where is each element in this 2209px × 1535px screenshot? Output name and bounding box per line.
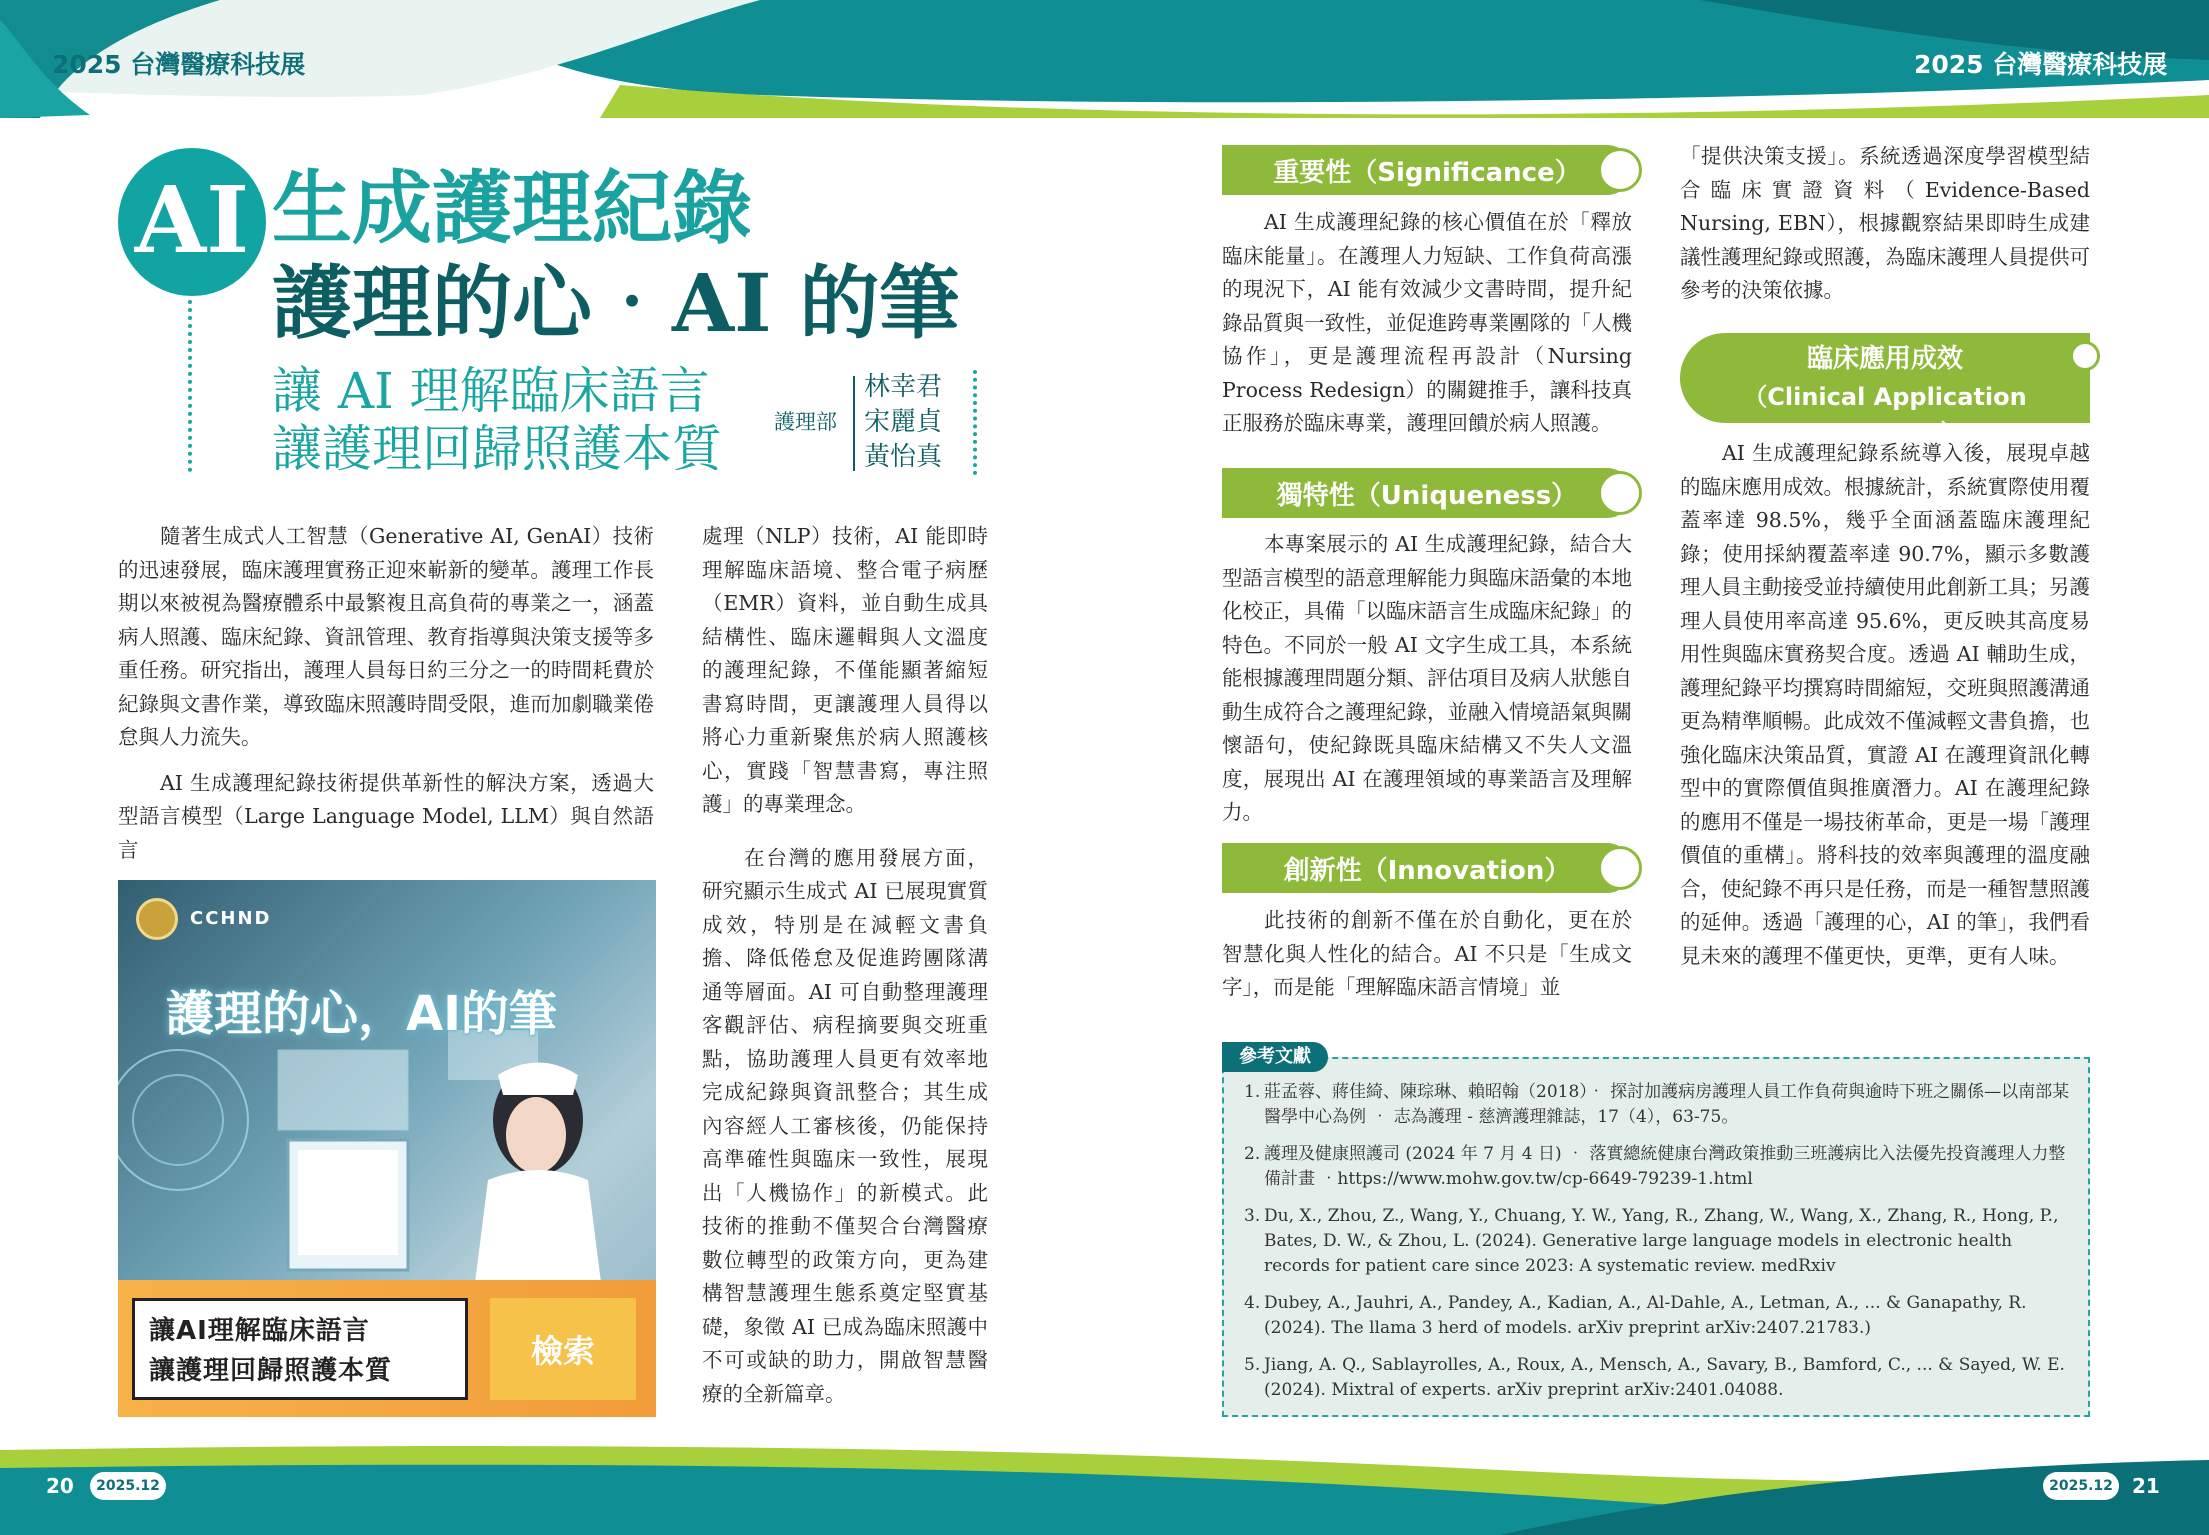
photo-caption-box: [132, 1298, 468, 1400]
left-column-1: [118, 520, 654, 867]
uniqueness-text: [1222, 528, 1632, 830]
references-list: [1244, 1080, 2070, 1415]
reference-text: Jiang, A. Q., Sablayrolles, A., Roux, A., Mensch, A., Savary, B., Bamford, C., ... & Sayed, W. E. (2024). Mixtral of experts. arXiv preprint arXiv:2401.04088.: [1264, 1355, 2065, 1400]
reference-item: [1244, 1204, 2070, 1279]
reference-number: 4.: [1244, 1293, 1261, 1313]
section-heading-innovation: [1222, 843, 1632, 893]
reference-number: 5.: [1244, 1355, 1261, 1375]
reference-number: 3.: [1244, 1206, 1261, 1226]
reference-item: [1244, 1080, 2070, 1130]
reference-text: Dubey, A., Jauhri, A., Pandey, A., Kadian, A., Al-Dahle, A., Letman, A., ... & Ganapathy, R. (2024). The llama 3 herd of models. arXiv preprint arXiv:2407.21783.): [1264, 1293, 2027, 1338]
title-line1: 生成護理紀錄: [272, 161, 752, 255]
photo-caption-line2: 讓護理回歸照護本質: [149, 1356, 393, 1386]
photo-caption-line1: 讓AI理解臨床語言: [149, 1316, 370, 1346]
heading-text: 創新性（Innovation）: [1283, 855, 1571, 886]
header-right-label: 2025 台灣醫療科技展: [1914, 50, 2168, 79]
reference-item: [1244, 1142, 2070, 1192]
clinical-outcomes-text: [1680, 437, 2090, 973]
reference-text: Du, X., Zhou, Z., Wang, Y., Chuang, Y. W., Yang, R., Zhang, W., Wang, X., Zhang, R., Hong, P., Bates, D. W., & Zhou, L. (2024). Generative large language models in electronic health records for patient care since 2023: A systematic review. medRxiv: [1264, 1206, 2059, 1276]
search-button[interactable]: 檢索: [490, 1298, 636, 1400]
section-heading-significance: [1222, 145, 1632, 195]
reference-item: [1244, 1291, 2070, 1341]
author-name: 黃怡真: [864, 442, 943, 472]
reference-number: 2.: [1244, 1144, 1261, 1164]
footer-band: [0, 1440, 2209, 1535]
references-top-rule: [1222, 1057, 2090, 1059]
paragraph: 此技術的創新不僅在於自動化，更在於智慧化與人性化的結合。AI 不只是「生成文字」，而是能「理解臨床語言情境」並: [1222, 908, 1632, 999]
paragraph: AI 生成護理紀錄系統導入後，展現卓越的臨床應用成效。根據統計，系統實際使用覆蓋率達 98.5%，幾乎全面涵蓋臨床護理紀錄；使用採納覆蓋率達 90.7%，顯示多數護理人員主動接受並持續使用此創新工具；另護理人員使用率高達 95.6%，更反映其高度易用性與臨床實務契合度。透過 AI 輔助生成，護理紀錄平均撰寫時間縮短，交班與照護溝通更為精準順暢。此成效不僅減輕文書負擔，也強化臨床決策品質，實證 AI 在護理資訊化轉型中的實際價值與推廣潛力。AI 在護理紀錄的應用不僅是一場技術革命，更是一場「護理價值的重構」。將科技的效率與護理的溫度融合，使紀錄不再只是任務，而是一種智慧照護的延伸。透過「護理的心，AI 的筆」，我們看見未來的護理不僅更快，更準，更有人味。: [1680, 441, 2090, 968]
paragraph: 在台灣的應用發展方面，研究顯示生成式 AI 已展現實質成效，特別是在減輕文書負擔、降低倦怠及促進跨團隊溝通等層面。AI 可自動整理護理客觀評估、病程摘要與交班重點，協助護理人員更有效率地完成紀錄與資訊整合；其生成內容經人工審核後，仍能保持高準確性與臨床一致性，展現出「人機協作」的新模式。此技術的推動不僅契合台灣醫療數位轉型的政策方向，更為建構智慧護理生態系奠定堅實基礎，象徵 AI 已成為臨床照護中不可或缺的助力，開啟智慧醫療的全新篇章。: [702, 845, 988, 1406]
paragraph: 本專案展示的 AI 生成護理紀錄，結合大型語言模型的語意理解能力與臨床語彙的本地化校正，具備「以臨床語言生成臨床紀錄」的特色。不同於一般 AI 文字生成工具，本系統能根據護理問題分類、評估項目及病人狀態自動生成符合之護理紀錄，並融入情境語氣與關懷語句，使紀錄既具臨床結構又不失人文溫度，展現出 AI 在護理領域的專業語言及理解力。: [1222, 532, 1632, 824]
paragraph: 隨著生成式人工智慧（Generative AI, GenAI）技術的迅速發展，臨床護理實務正迎來嶄新的變革。護理工作長期以來被視為醫療體系中最繁複且高負荷的專業之一，涵蓋病人照護、臨床紀錄、資訊管理、教育指導與決策支援等多重任務。研究指出，護理人員每日約三分之一的時間耗費於紀錄與文書作業，導致臨床照護時間受限，進而加劇職業倦怠與人力流失。: [118, 524, 654, 749]
photo-logo-text: CCHND: [190, 908, 272, 929]
right-column-2-top: [1680, 140, 2090, 308]
right-date-badge: 2025.12: [2043, 1472, 2119, 1500]
reference-item: [1244, 1353, 2070, 1403]
heading-text: （Clinical Application Outcomes）: [1743, 383, 2027, 447]
article-photo: [118, 880, 656, 1417]
title-ai: AI: [134, 166, 250, 274]
left-column-2: [702, 520, 988, 1411]
title-dotted-rule-left: [188, 300, 192, 472]
author-department: 護理部: [774, 410, 837, 434]
reference-number: 1.: [1244, 1082, 1261, 1102]
title-dotted-rule-right: [973, 370, 977, 475]
paragraph: AI 生成護理紀錄的核心價值在於「釋放臨床能量」。在護理人力短缺、工作負荷高漲的現況下，AI 能有效減少文書時間，提升紀錄品質與一致性，並促進跨專業團隊的「人機協作」，更是護理流程再設計（Nursing Process Redesign）的關鍵推手，讓科技真正服務於臨床專業，護理回饋於病人照護。: [1222, 210, 1632, 435]
left-page-number: 20: [46, 1474, 74, 1498]
reference-text: 莊孟蓉、蔣佳綺、陳琮琳、賴昭翰（2018）‧ 探討加護病房護理人員工作負荷與逾時下班之關係—以南部某醫學中心為例 ‧ 志為護理 - 慈濟護理雜誌，17（4），63-75。: [1264, 1082, 2070, 1127]
photo-logo-icon: [136, 898, 178, 940]
paragraph: 處理（NLP）技術，AI 能即時理解臨床語境、整合電子病歷（EMR）資料，並自動生成具結構性、臨床邏輯與人文溫度的護理紀錄，不僅能顯著縮短書寫時間，更讓護理人員得以將心力重新聚焦於病人照護核心，實踐「智慧書寫，專注照護」的專業理念。: [702, 524, 988, 816]
left-date-badge: 2025.12: [90, 1472, 166, 1500]
subtitle-line2: 讓護理回歸照護本質: [272, 420, 722, 478]
author-list: [864, 370, 942, 475]
author-name: 林幸君: [864, 372, 943, 402]
reference-text: 護理及健康照護司 (2024 年 7 月 4 日) ‧ 落實總統健康台灣政策推動三班護病比入法優先投資護理人力整備計畫 ‧https://www.mohw.gov.tw/cp-6649-79239-1.html: [1264, 1144, 2066, 1189]
significance-text: [1222, 206, 1632, 441]
right-page-number: 21: [2132, 1474, 2160, 1498]
references-label: 參考文獻: [1222, 1042, 1328, 1072]
header-left-label: 2025 台灣醫療科技展: [52, 50, 306, 79]
innovation-text: [1222, 904, 1632, 1005]
heading-text: 重要性（Significance）: [1273, 157, 1581, 188]
pill-cap: [1598, 471, 1642, 515]
pill-cap: [1598, 846, 1642, 890]
heading-text: 獨特性（Uniqueness）: [1276, 480, 1578, 511]
pill-cap: [1598, 148, 1642, 192]
paragraph: AI 生成護理紀錄技術提供革新性的解決方案，透過大型語言模型（Large Language Model, LLM）與自然語言: [118, 770, 654, 862]
author-name: 宋麗貞: [864, 407, 943, 437]
section-heading-uniqueness: [1222, 468, 1632, 518]
paragraph: 「提供決策支援」。系統透過深度學習模型結合臨床實證資料（Evidence-Based Nursing, EBN），根據觀察結果即時生成建議性護理紀錄或照護，為臨床護理人員提供可參考的決策依據。: [1680, 144, 2090, 302]
author-divider: [853, 376, 855, 471]
section-heading-clinical-outcomes: [1680, 333, 2090, 447]
photo-overlay-title: 護理的心，AI的筆: [166, 986, 558, 1042]
header-band: [0, 0, 2209, 130]
subtitle-line1: 讓 AI 理解臨床語言: [272, 362, 710, 420]
heading-text: 臨床應用成效: [1806, 344, 1963, 374]
title-line2: 護理的心‧AI 的筆: [272, 256, 960, 350]
pill-cap: [2070, 341, 2100, 371]
